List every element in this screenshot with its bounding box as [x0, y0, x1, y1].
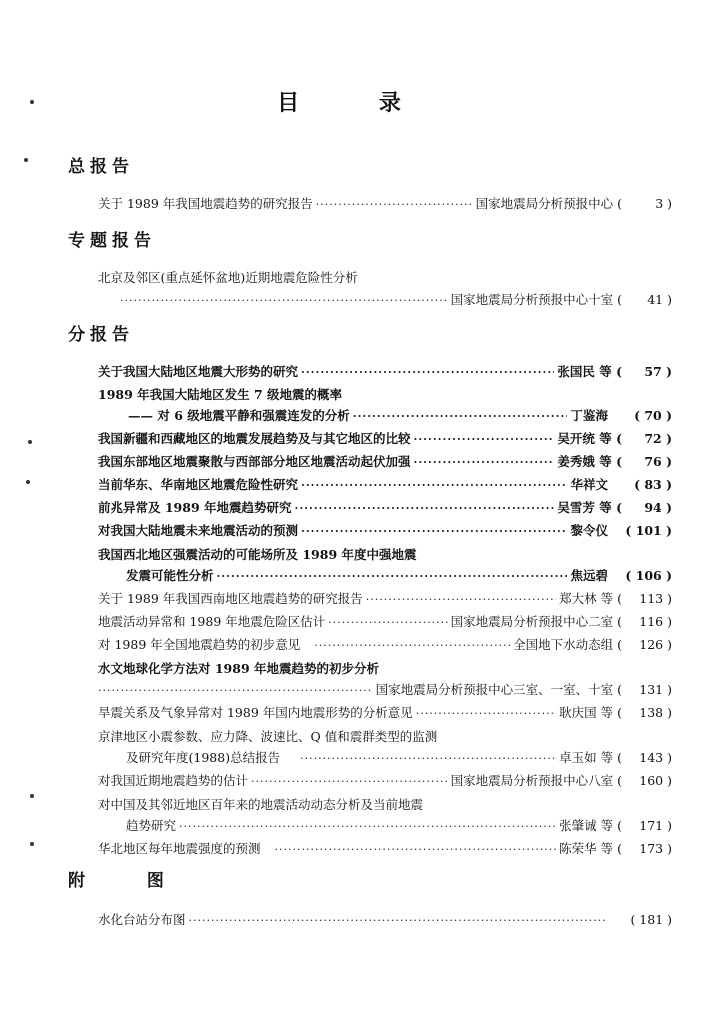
toc-entry[interactable]	[98, 290, 672, 310]
entry-title-line[interactable]: 京津地区小震参数、应力降、波速比、Q 值和震群类型的监测	[98, 729, 438, 744]
entry-title: —— 对 6 级地震平静和强震连发的分析	[128, 408, 350, 423]
entry-page: ( 83 )	[634, 477, 672, 492]
toc-entry[interactable]	[98, 680, 672, 700]
scan-mark	[30, 794, 34, 798]
toc-entry[interactable]	[98, 362, 672, 382]
entry-author: 黎令仪	[570, 523, 608, 538]
entry-title: 对 1989 年全国地震趋势的初步意见	[98, 637, 301, 652]
toc-entry[interactable]	[98, 566, 672, 586]
entry-title: 我国东部地区地震聚散与西部部分地区地震活动起伏加强	[98, 454, 411, 469]
entry-title: 关于 1989 年我国西南地区地震趋势的研究报告	[98, 591, 363, 606]
section-general-report: 总报告	[68, 157, 134, 177]
entry-title: 趋势研究	[126, 818, 177, 833]
scan-mark	[30, 842, 34, 846]
entry-title: 前兆异常及 1989 年地震趋势研究	[98, 500, 292, 515]
leader-dots	[120, 294, 448, 307]
entry-title: 旱震关系及气象异常对 1989 年国内地震形势的分析意见	[98, 705, 413, 720]
entry-page: 160 )	[639, 773, 672, 788]
leader-dots	[251, 775, 448, 788]
toc-entry[interactable]	[98, 521, 672, 541]
toc-entry[interactable]	[98, 498, 672, 518]
section-appendix: 附 图	[68, 871, 192, 891]
entry-title: 水化台站分布图	[98, 912, 186, 927]
leader-dots	[301, 366, 554, 379]
entry-page: 72 )	[644, 431, 672, 446]
toc-entry[interactable]	[98, 910, 672, 930]
entry-author: 张国民 等 (	[557, 364, 622, 379]
section-special-report: 专题报告	[68, 231, 156, 251]
leader-dots	[353, 410, 568, 423]
entry-author: 卓玉如 等 (	[559, 750, 622, 765]
entry-page: 131 )	[639, 682, 672, 697]
entry-page: ( 106 )	[625, 568, 672, 583]
toc-entry[interactable]	[98, 748, 672, 768]
toc-entry[interactable]	[98, 406, 672, 426]
entry-author: 耿庆国 等 (	[559, 705, 622, 720]
entry-author: 吴开统 等 (	[557, 431, 622, 446]
leader-dots	[416, 707, 556, 720]
toc-entry[interactable]	[98, 635, 672, 655]
entry-title: 我国新疆和西藏地区的地震发展趋势及与其它地区的比较	[98, 431, 411, 446]
entry-title-line[interactable]: 1989 年我国大陆地区发生 7 级地震的概率	[98, 387, 343, 402]
toc-entry[interactable]	[98, 589, 672, 609]
entry-page: 3 )	[655, 196, 672, 211]
entry-page: 171 )	[639, 818, 672, 833]
leader-dots	[316, 198, 473, 211]
entry-author: 国家地震局分析预报中心 (	[475, 196, 622, 211]
entry-page: 116 )	[639, 614, 672, 629]
leader-dots	[189, 914, 605, 927]
entry-page: 76 )	[644, 454, 672, 469]
scan-mark	[26, 480, 30, 484]
section-sub-report: 分报告	[68, 325, 134, 345]
entry-title: 发震可能性分析	[126, 568, 214, 583]
toc-entry[interactable]	[98, 429, 672, 449]
scan-mark	[30, 100, 34, 104]
entry-title-line[interactable]: 对中国及其邻近地区百年来的地震活动动态分析及当前地震	[98, 797, 424, 812]
toc-entry[interactable]	[98, 839, 672, 859]
entry-page: 173 )	[639, 841, 672, 856]
leader-dots	[301, 479, 567, 492]
entry-title: 地震活动异常和 1989 年地震危险区估计	[98, 614, 326, 629]
leader-dots	[300, 752, 556, 765]
entry-title-line[interactable]: 我国西北地区强震活动的可能场所及 1989 年度中强地震	[98, 547, 417, 562]
entry-author: 丁鉴海	[570, 408, 608, 423]
entry-author: 国家地震局分析预报中心三室、一室、十室 (	[375, 682, 622, 697]
leader-dots	[275, 843, 557, 856]
entry-title-line[interactable]: 北京及邻区(重点延怀盆地)近期地震危险性分析	[98, 270, 358, 285]
leader-dots	[414, 456, 555, 469]
entry-author: 焦远碧	[570, 568, 608, 583]
toc-entry[interactable]	[98, 703, 672, 723]
entry-author: 国家地震局分析预报中心十室 (	[450, 292, 622, 307]
entry-page: 41 )	[647, 292, 672, 307]
scan-mark	[24, 158, 28, 162]
entry-page: 138 )	[639, 705, 672, 720]
leader-dots	[98, 684, 373, 697]
leader-dots	[414, 433, 555, 446]
toc-entry[interactable]	[98, 771, 672, 791]
entry-author: 全国地下水动态组 (	[513, 637, 622, 652]
scan-mark	[28, 440, 32, 444]
toc-entry[interactable]	[98, 612, 672, 632]
leader-dots	[366, 593, 556, 606]
toc-entry[interactable]	[98, 452, 672, 472]
entry-author: 国家地震局分析预报中心二室 (	[450, 614, 622, 629]
entry-page: 126 )	[639, 637, 672, 652]
entry-title: 及研究年度(1988)总结报告	[126, 750, 281, 765]
entry-author: 张肇诚 等 (	[559, 818, 622, 833]
leader-dots	[295, 502, 555, 515]
leader-dots	[301, 525, 567, 538]
entry-author: 吴雪芳 等 (	[557, 500, 622, 515]
entry-author: 姜秀娥 等 (	[557, 454, 622, 469]
entry-page: 57 )	[644, 364, 672, 379]
entry-title: 对我国大陆地震未来地震活动的预测	[98, 523, 299, 538]
entry-title-line[interactable]: 水文地球化学方法对 1989 年地震趋势的初步分析	[98, 661, 379, 676]
leader-dots	[217, 570, 568, 583]
entry-page: ( 70 )	[634, 408, 672, 423]
entry-page: 143 )	[639, 750, 672, 765]
entry-title: 对我国近期地震趋势的估计	[98, 773, 249, 788]
leader-dots	[328, 616, 447, 629]
entry-page: ( 101 )	[625, 523, 672, 538]
toc-entry[interactable]	[98, 816, 672, 836]
entry-author: 郑大林 等 (	[559, 591, 622, 606]
entry-title: 关于我国大陆地区地震大形势的研究	[98, 364, 299, 379]
entry-title: 华北地区每年地震强度的预测	[98, 841, 261, 856]
toc-entry[interactable]	[98, 475, 672, 495]
entry-author: 国家地震局分析预报中心八室 (	[450, 773, 622, 788]
entry-page: ( 181 )	[630, 912, 672, 927]
entry-title: 关于 1989 年我国地震趋势的研究报告	[98, 196, 313, 211]
toc-entry[interactable]	[98, 194, 672, 214]
entry-author: 陈荣华 等 (	[559, 841, 622, 856]
leader-dots	[179, 820, 556, 833]
entry-page: 113 )	[639, 591, 672, 606]
entry-page: 94 )	[644, 500, 672, 515]
page-title: 目 录	[277, 91, 437, 116]
entry-author: 华祥文	[570, 477, 608, 492]
leader-dots	[314, 639, 510, 652]
entry-title: 当前华东、华南地区地震危险性研究	[98, 477, 299, 492]
